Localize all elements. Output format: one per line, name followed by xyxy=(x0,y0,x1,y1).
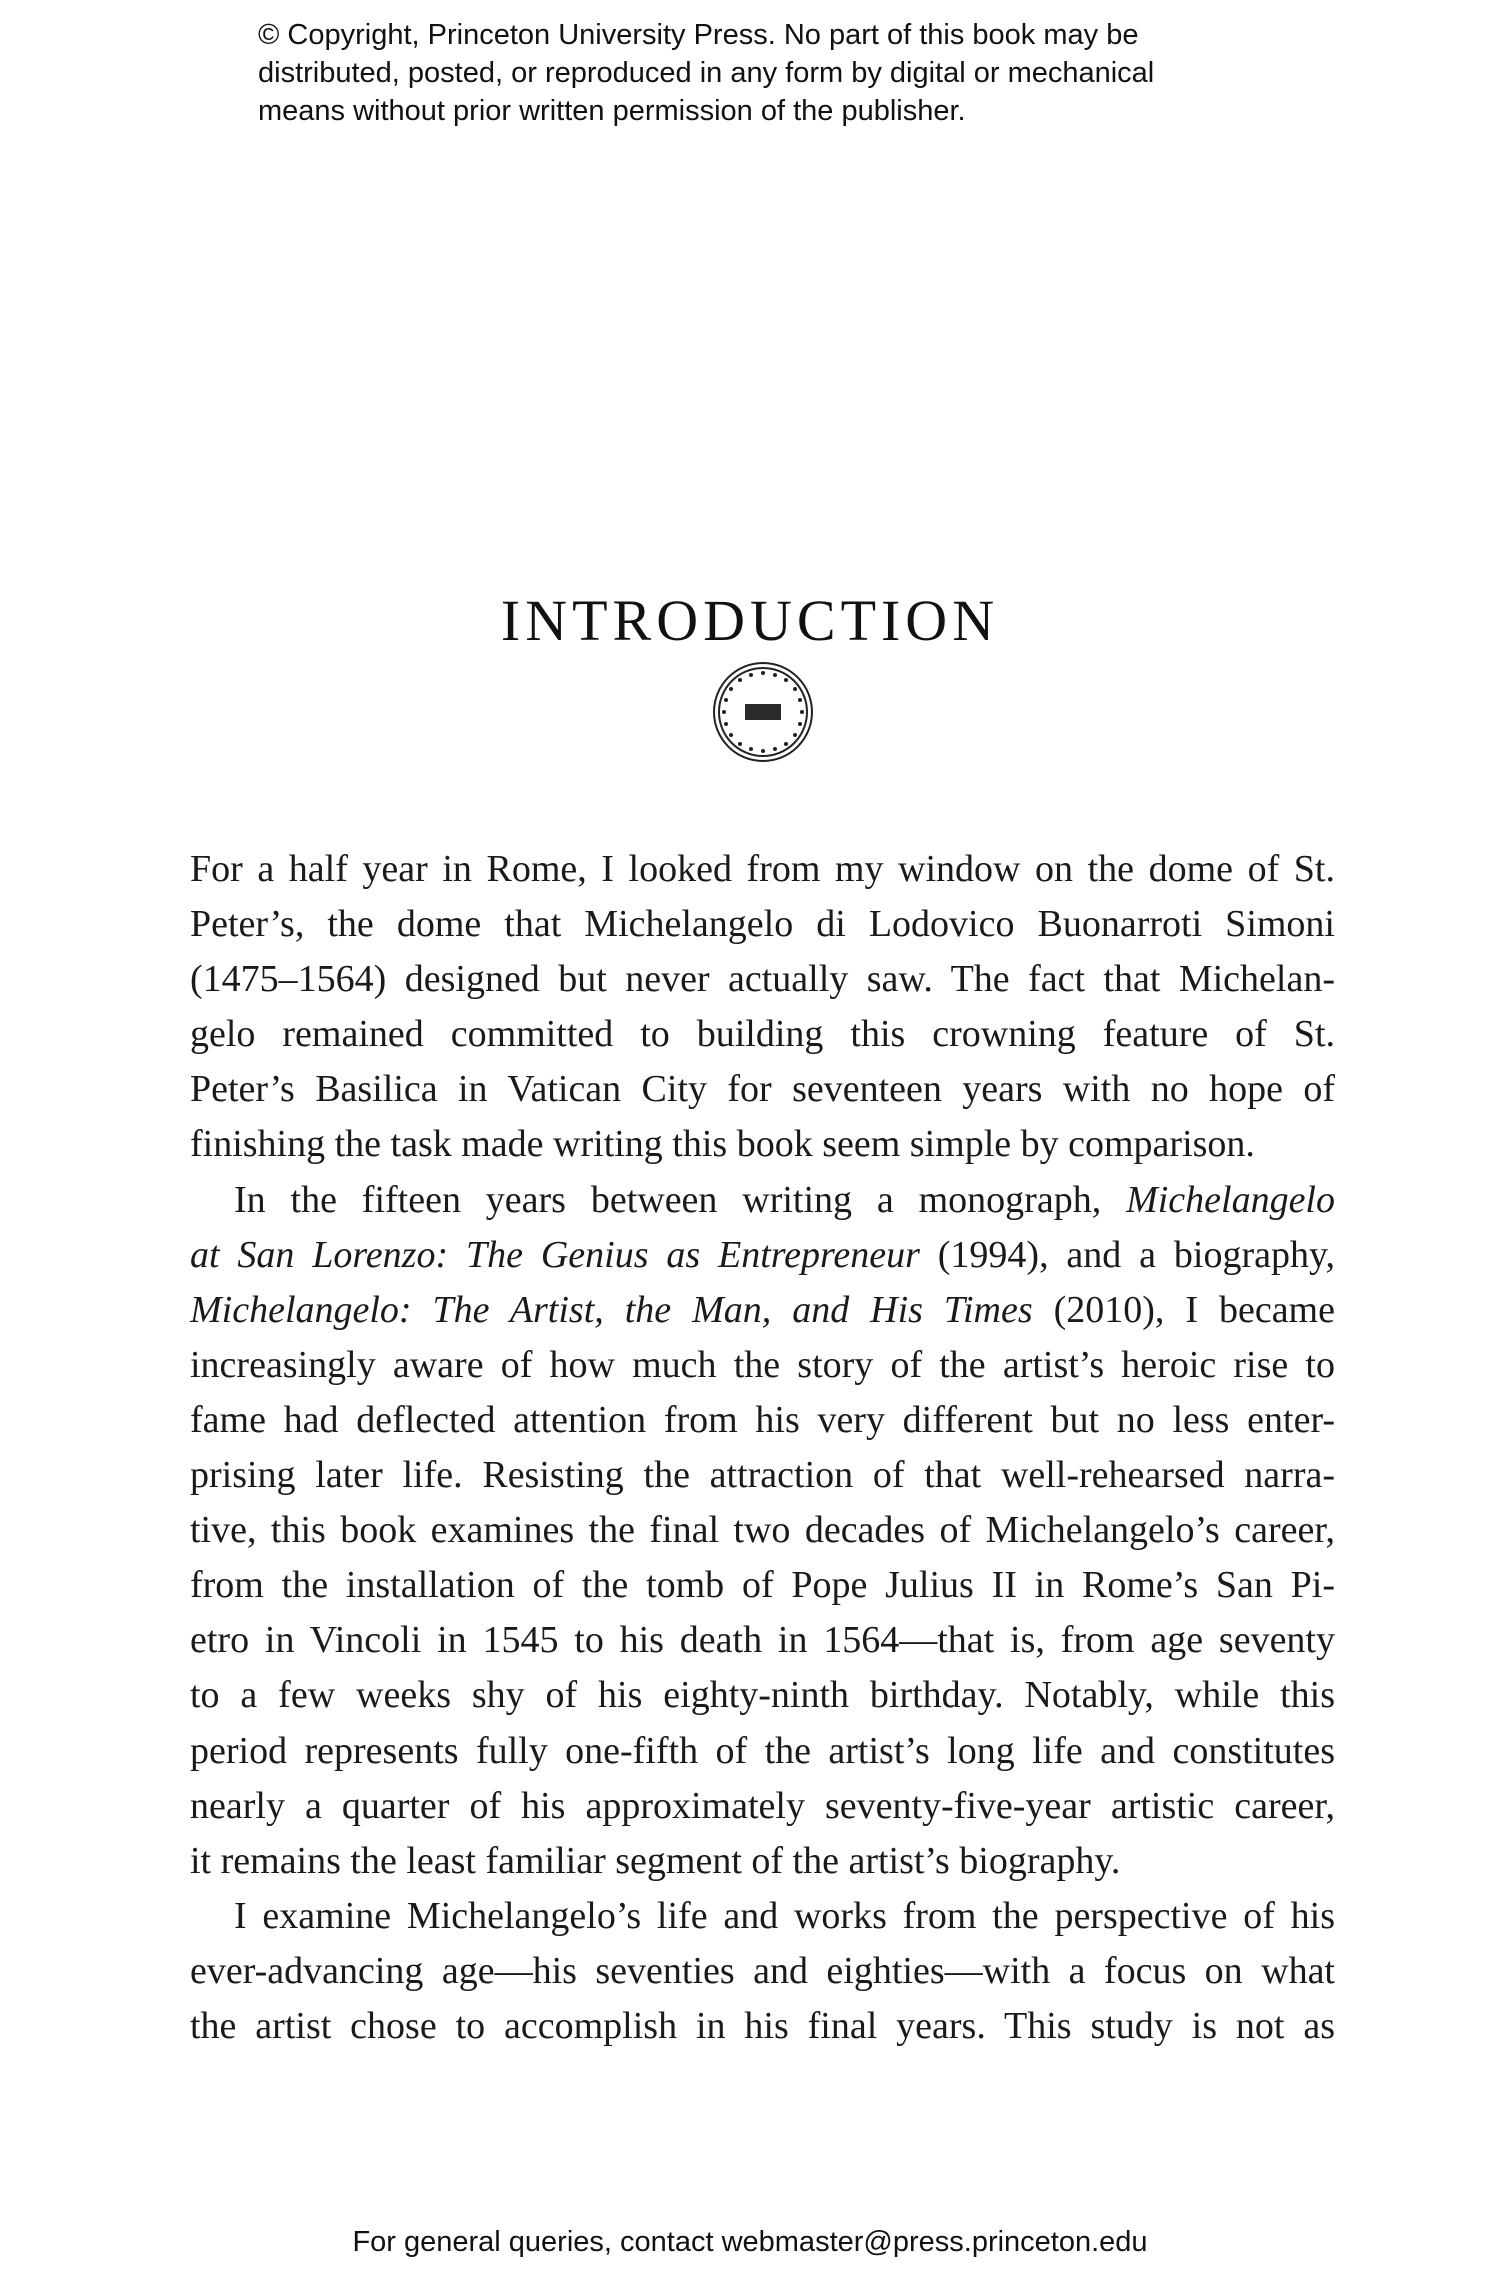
text-line: increasingly aware of how much the story of the artist’s heroic rise to xyxy=(190,1343,1335,1386)
text-line: from the installation of the tomb of Pope Julius II in Rome’s San Pi- xyxy=(190,1564,1335,1607)
text-line: etro in Vincoli in 1545 to his death in 1564—that is, from age seventy xyxy=(190,1619,1335,1662)
text-line: to a few weeks shy of his eighty-ninth birthday. Notably, while this xyxy=(190,1674,1335,1717)
text-line: ever-advancing age—his seventies and eighties—with a focus on what xyxy=(190,1949,1335,1992)
text-line: Peter’s Basilica in Vatican City for seventeen years with no hope of xyxy=(190,1068,1335,1111)
text-line: fame had deflected attention from his very different but no less enter- xyxy=(190,1398,1335,1441)
copyright-line: distributed, posted, or reproduced in any form by digital or mechanical xyxy=(258,57,1155,89)
text-line: (1475–1564) designed but never actually saw. The fact that Michelan- xyxy=(190,958,1335,1001)
footer-contact: For general queries, contact webmaster@press.princeton.edu xyxy=(352,2226,1148,2258)
book-title-italic: Michelangelo xyxy=(1126,1178,1335,1221)
copyright-notice xyxy=(258,16,1258,130)
text-line: Peter’s, the dome that Michelangelo di Lodovico Buonarroti Simoni xyxy=(190,903,1335,946)
text-line xyxy=(190,1173,1335,1228)
book-title-italic: Michelangelo: The Artist, the Man, and His Times xyxy=(190,1288,1033,1331)
text-line: the artist chose to accomplish in his final years. This study is not as xyxy=(190,2004,1335,2047)
text-line: I examine Michelangelo’s life and works from the perspective of his xyxy=(234,1894,1335,1937)
chapter-title: INTRODUCTION xyxy=(500,587,1000,653)
text-line: nearly a quarter of his approximately seventy-five-year artistic career, xyxy=(190,1784,1335,1827)
text-line: finishing the task made writing this book seem simple by comparison. xyxy=(190,1123,1255,1166)
text-line: it remains the least familiar segment of the artist’s biography. xyxy=(190,1839,1121,1882)
text-line: prising later life. Resisting the attraction of that well-rehearsed narra- xyxy=(190,1454,1335,1497)
text-segment: (2010), I became xyxy=(1032,1288,1335,1331)
body-text xyxy=(190,842,1335,2054)
copyright-line: means without prior written permission of the publisher. xyxy=(258,95,966,127)
book-title-italic: at San Lorenzo: The Genius as Entrepreneur xyxy=(190,1233,920,1276)
text-segment: In the fifteen years between writing a monograph, xyxy=(234,1178,1127,1221)
text-line: period represents fully one-fifth of the artist’s long life and constitutes xyxy=(190,1729,1335,1772)
text-line: For a half year in Rome, I looked from my window on the dome of St. xyxy=(190,848,1335,890)
text-line xyxy=(190,1228,1335,1283)
text-segment: (1994), and a biography, xyxy=(919,1233,1336,1276)
copyright-line: © Copyright, Princeton University Press. No part of this book may be xyxy=(258,19,1139,51)
text-line: gelo remained committed to building this crowning feature of St. xyxy=(190,1013,1335,1056)
text-line: tive, this book examines the final two decades of Michelangelo’s career, xyxy=(190,1509,1335,1552)
circular-dotted-medallion-icon xyxy=(711,660,815,764)
text-line xyxy=(190,1283,1335,1338)
